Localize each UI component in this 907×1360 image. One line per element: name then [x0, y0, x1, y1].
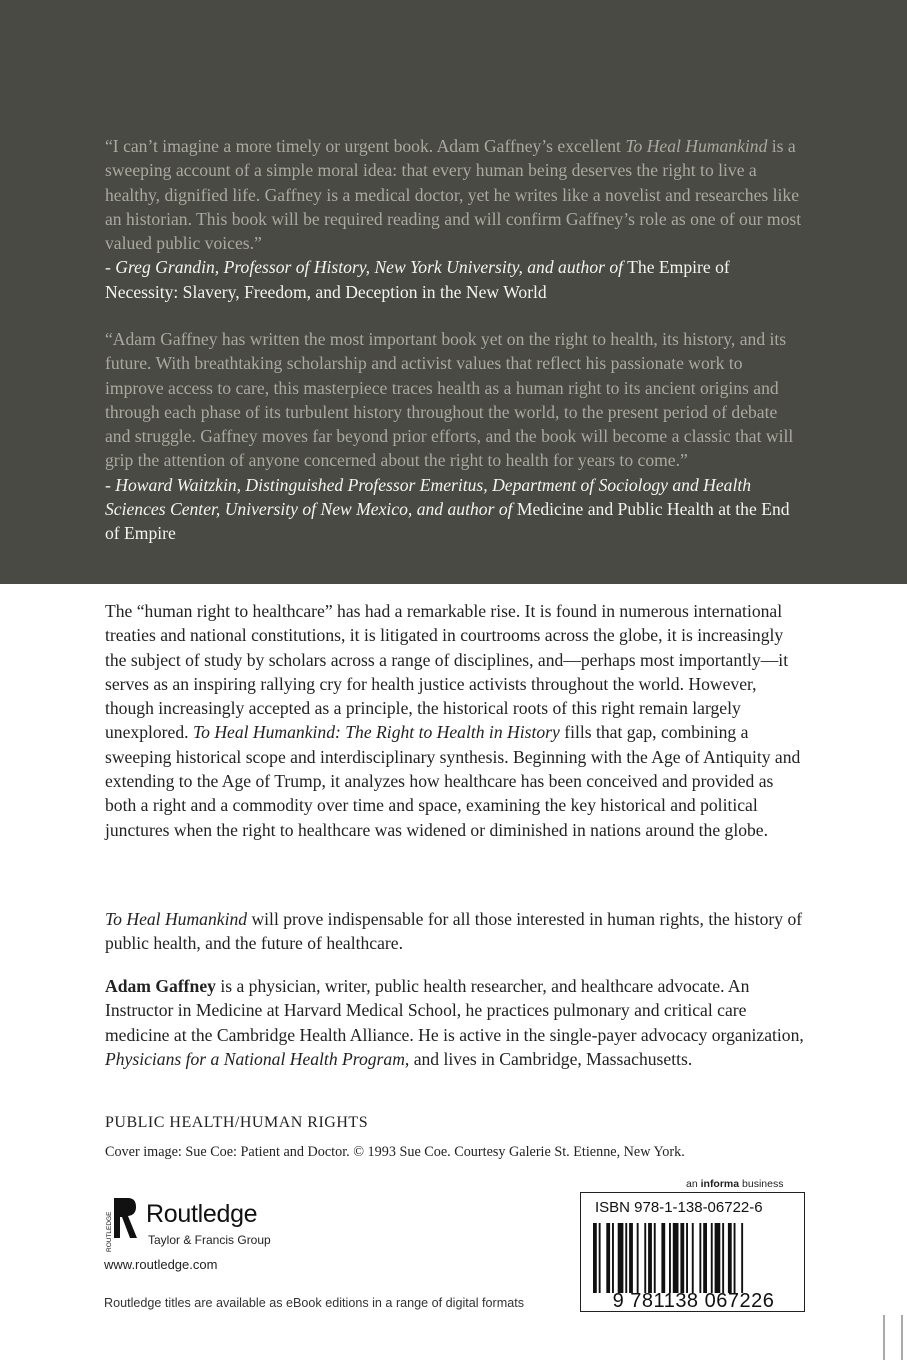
barcode-bar [680, 1223, 684, 1293]
barcode-bar [637, 1223, 639, 1293]
barcode-bar [612, 1223, 614, 1293]
subject-category: PUBLIC HEALTH/HUMAN RIGHTS [105, 1114, 369, 1131]
routledge-vertical-wordmark: ROUTLEDGE [106, 1211, 113, 1252]
book-summary: To Heal Humankind will prove indispensable for all those interested in human rights, the history of public health, and the future of healthcare. [105, 909, 803, 954]
barcode-bar [593, 1223, 597, 1293]
publisher-group: Taylor & Francis Group [148, 1233, 271, 1247]
crop-marks [880, 1315, 907, 1360]
book-description: The “human right to healthcare” has had a remarkable rise. It is found in numerous international treaties and national constitutions, it is litigated in courtrooms across the globe, it is increasingly the subject of study by scholars across a range of disciplines, and—perhaps most importantly—it serves as an inspiring rallying cry for health justice activists throughout the world. However, though increasingly accepted as a principle, the historical roots of this right remain largely unexplored. To Heal Humankind: The Right to Health in History fills that gap, combining a sweeping historical scope and interdisciplinary synthesis. Beginning with the Age of Antiquity and extending to the Age of Trump, it analyzes how healthcare has been conceived and provided as both a right and a commodity over time and space, examining the key historical and political junctures when the right to healthcare was widened or diminished in nations around the globe. [105, 601, 801, 840]
barcode-bar [703, 1223, 707, 1293]
barcode-bar [599, 1223, 601, 1293]
barcode-bar [741, 1223, 743, 1293]
endorsement-attribution: - Greg Grandin, Professor of History, New York University, and author of The Empire of Necessity: Slavery, Freedom, and Deception in the New World [105, 257, 730, 302]
publisher-name: Routledge [146, 1200, 258, 1228]
barcode-bar [648, 1223, 652, 1293]
ebook-note: Routledge titles are available as eBook editions in a range of digital formats [104, 1296, 525, 1310]
barcode-bar [715, 1223, 721, 1293]
barcode-bar [644, 1223, 646, 1293]
barcode-bar [618, 1223, 624, 1293]
barcode-bar [606, 1223, 610, 1293]
barcode-bar [625, 1223, 627, 1293]
barcode-bar [629, 1223, 633, 1293]
barcode-bars [591, 1223, 796, 1293]
publisher-website: www.routledge.com [104, 1257, 218, 1272]
barcode-bar [669, 1223, 671, 1293]
barcode-bar [661, 1223, 665, 1293]
endorsement-attribution: - Howard Waitzkin, Distinguished Professor Emeritus, Department of Sociology and Health Sciences Center, University of New Mexico, and author of Medicine and Public Health at the End of Empire [105, 474, 790, 544]
endorsements-panel [0, 0, 907, 584]
barcode-bar [673, 1223, 679, 1293]
barcode-bar [654, 1223, 656, 1293]
barcode-bar [711, 1223, 713, 1293]
cover-credit: Cover image: Sue Coe: Patient and Doctor. © 1993 Sue Coe. Courtesy Galerie St. Etienne, New York. [105, 1144, 685, 1160]
barcode-bar [734, 1223, 736, 1293]
isbn-label: ISBN 978-1-138-06722-6 [595, 1199, 763, 1216]
informa-tagline: an informa business [686, 1178, 784, 1190]
endorsement-quote: “Adam Gaffney has written the most important book yet on the right to health, its history, and its future. With breathtaking scholarship and activist values that reflect his passionate work to improve access to care, this masterpiece traces health as a human right to its ancient origins and through each phase of its turbulent history throughout the world, to the present period of debate and struggle. Gaffney moves far beyond prior efforts, and the book will become a classic that will grip the attention of anyone concerned about the right to health for years to come.” - Howard Waitzkin, Distinguished Professor Emeritus, Department of Sociology and Health Sciences Center, University of New Mexico, and author of Medicine and Public Health at the End of Empire [105, 329, 794, 544]
author-bio: Adam Gaffney is a physician, writer, public health researcher, and healthcare advocate. An Instructor in Medicine at Harvard Medical School, he practices pulmonary and critical care medicine at the Cambridge Health Alliance. He is active in the single-payer advocacy organization, Physicians for a National Health Program, and lives in Cambridge, Massachusetts. [105, 976, 804, 1069]
barcode-bar [686, 1223, 688, 1293]
barcode-bar [699, 1223, 701, 1293]
barcode-bar [728, 1223, 732, 1293]
isbn-barcode [580, 1192, 805, 1312]
endorsement-quote: “I can’t imagine a more timely or urgent book. Adam Gaffney’s excellent To Heal Humankind is a sweeping account of a simple moral idea: that every human being deserves the right to live a healthy, dignified life. Gaffney is a medical doctor, yet he writes like a novelist and researches like an historian. This book will be required reading and will confirm Gaffney’s role as one of our most valued public voices.” - Greg Grandin, Professor of History, New York University, and author of The Empire of Necessity: Slavery, Freedom, and Deception in the New World [105, 136, 802, 302]
barcode-bar [722, 1223, 724, 1293]
barcode-bar [692, 1223, 694, 1293]
barcode-digits: 9 781138 067226 [612, 1290, 775, 1312]
routledge-logo-icon [104, 1196, 138, 1252]
